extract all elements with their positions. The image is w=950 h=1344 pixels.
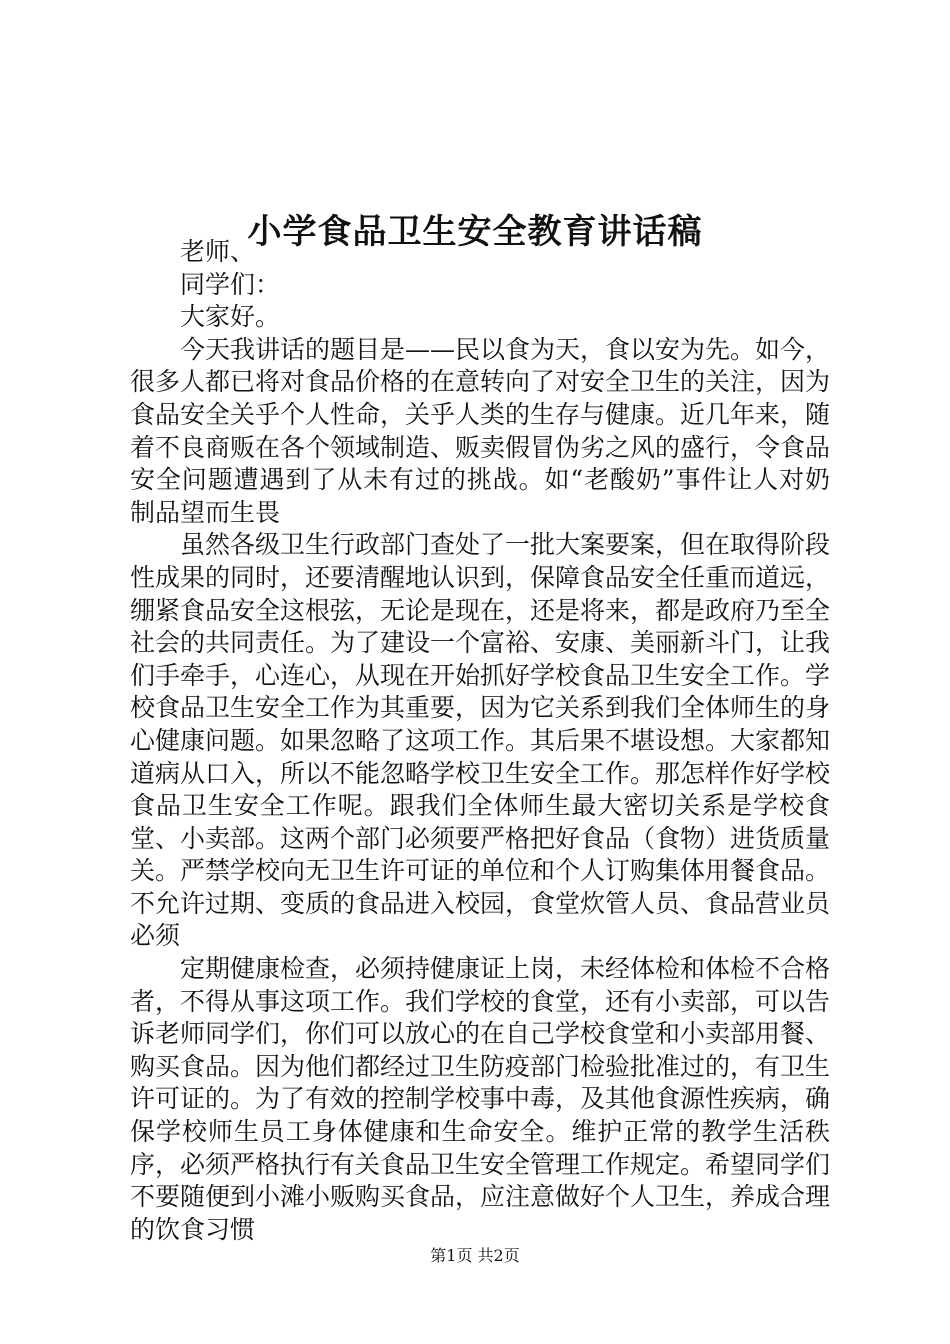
document-title: 小学食品卫生安全教育讲话稿 — [247, 211, 703, 252]
salutation-line: 大家好。 — [180, 302, 281, 332]
salutation-line: 同学们： — [180, 269, 281, 299]
page-number-footer: 第1页 共2页 — [430, 1246, 520, 1265]
body-paragraph: 定期健康检查，必须持健康证上岗，未经体检和体检不合格者，不得从事这项工作。我们学校的食堂，还有小卖部，可以告诉老师同学们，你们可以放心的在自己学校食堂和小卖部用餐、购买食品。因为他们都经过卫生防疫部门检验批准过的，有卫生许可证的。为了有效的控制学校事中毒，及其他食源性疾病，确保学校师生员工身体健康和生命安全。维护正常的教学生活秩序，必须严格执行有关食品卫生安全管理工作规定。希望同学们不要随便到小滩小贩购买食品，应注意做好个人卫生，养成合理的饮食习惯 — [130, 954, 831, 1244]
body-paragraph: 今天我讲话的题目是——民以食为天，食以安为先。如今，很多人都已将对食品价格的在意转向了对安全卫生的关注，因为食品安全关乎个人性命，关乎人类的生存与健康。近几年来，随着不良商贩在各个领域制造、贩卖假冒伪劣之风的盛行，令食品安全问题遭遇到了从未有过的挑战。如“老酸奶”事件让人对奶制品望而生畏 — [130, 334, 831, 527]
salutation-line: 老师、 — [180, 237, 256, 266]
body-paragraph: 虽然各级卫生行政部门查处了一批大案要案，但在取得阶段性成果的同时，还要清醒地认识到，保障食品安全任重而道远，绷紧食品安全这根弦，无论是现在，还是将来，都是政府乃至全社会的共同责任。为了建设一个富裕、安康、美丽新斗门，让我们手牵手，心连心，从现在开始抓好学校食品卫生安全工作。学校食品卫生安全工作为其重要，因为它关系到我们全体师生的身心健康问题。如果忽略了这项工作。其后果不堪设想。大家都知道病从口入，所以不能忽略学校卫生安全工作。那怎样作好学校食品卫生安全工作呢。跟我们全体师生最大密切关系是学校食堂、小卖部。这两个部门必须要严格把好食品（食物）进货质量关。严禁学校向无卫生许可证的单位和个人订购集体用餐食品。不允许过期、变质的食品进入校园，食堂炊管人员、食品营业员必须 — [130, 530, 831, 951]
document-body — [130, 236, 830, 1246]
